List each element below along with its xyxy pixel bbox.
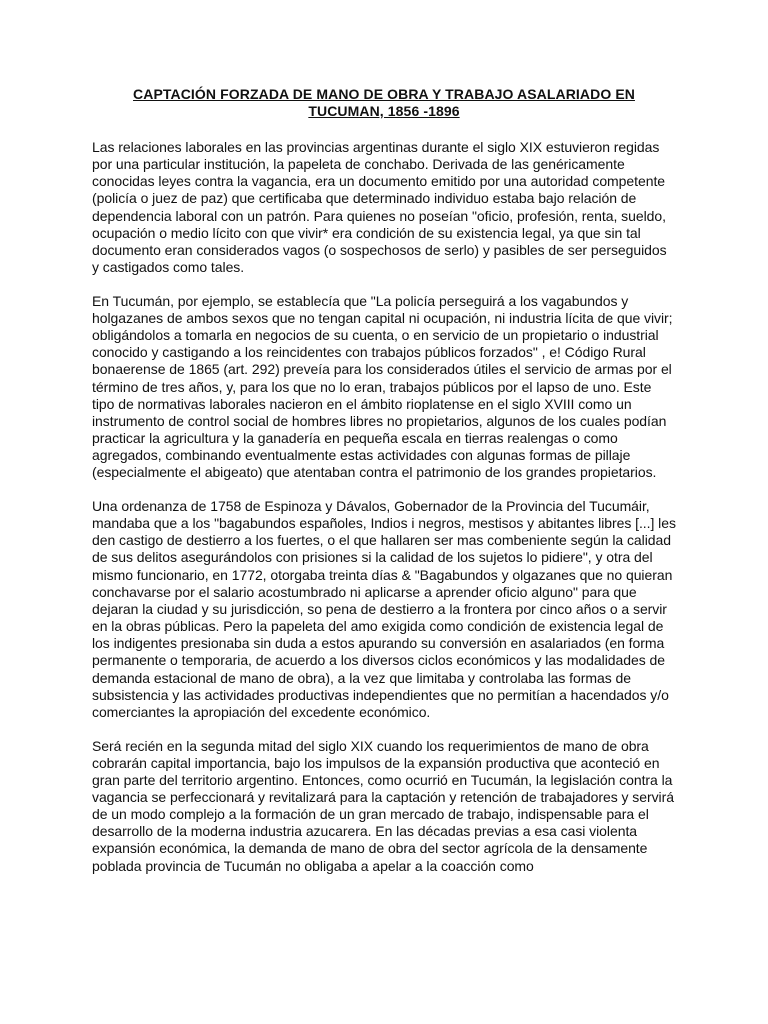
paragraph-4: Será recién en la segunda mitad del siglo XIX cuando los requerimientos de mano de obra cobrarán capital importancia, bajo los impulsos de la expansión productiva que aconteció en gran parte del territorio argentino. Entonces, como ocurrió en Tucumán, la legislación contra la vagancia se perfeccionará y revitalizará para la captación y retención de trabajadores y servirá de un modo complejo a la formación de un gran mercado de trabajo, indispensable para el desarrollo de la moderna industria azucarera. En las décadas previas a esa casi violenta expansión económica, la demanda de mano de obra del sector agrícola de la densamente poblada provincia de Tucumán no obligaba a apelar a la coacción como: [92, 737, 674, 874]
paragraph-2: En Tucumán, por ejemplo, se establecía que "La policía perseguirá a los vagabundos y holgazanes de ambos sexos que no tengan capital ni ocupación, ni industria lícita de que vivir; obligándolos a tomarla en negocios de su cuenta, o en servicio de un propietario o industrial conocido y castigando a los reincidentes con trabajos públicos forzados" , e! Código Rural bonaerense de 1865 (art. 292) preveía para los considerados útiles el servicio de armas por el término de tres años, y, para los que no lo eran, trabajos públicos por el lapso de uno. Este tipo de normativas laborales nacieron en el ámbito rioplatense en el siglo XVIII como un instrumento de control social de hombres libres no propietarios, algunos de los cuales podían practicar la agricultura y la ganadería en pequeña escala en tierras realengas o como agregados, combinando eventualmente estas actividades con algunas formas de pillaje (especialmente el abigeato) que atentaban contra el patrimonio de los grandes propietarios.: [92, 292, 673, 481]
paragraph-3: Una ordenanza de 1758 de Espinoza y Dávalos, Gobernador de la Provincia del Tucumáir, mandaba que a los "bagabundos españoles, Indios i negros, mestisos y abitantes libres [...] les den castigo de destierro a los fuertes, o el que hallaren ser mas combeniente según la calidad de sus delitos asegurándolos con prisiones si la calidad de los sujetos lo pidiere", y otra del mismo funcionario, en 1772, otorgaba treinta días & "Bagabundos y olgazanes que no quieran conchavarse por el salario acostumbrado ni aplicarse a aprender oficio alguno" para que dejaran la ciudad y su jurisdicción, so pena de destierro a la frontera por cinco años o a servir en la obras públicas. Pero la papeleta del amo exigida como condición de existencia legal de los indigentes presionaba sin duda a estos apurando su conversión en asalariados (en forma permanente o temporaria, de acuerdo a los diversos ciclos económicos y las modalidades de demanda estacional de mano de obra), a la vez que limitaba y controlaba las formas de subsistencia y las actividades productivas independientes que no permitían a hacendados y/o comerciantes la apropiación del excedente económico.: [92, 497, 676, 720]
document-page: [92, 86, 676, 891]
title-line-1: CAPTACIÓN FORZADA DE MANO DE OBRA Y TRABAJO ASALARIADO EN: [133, 86, 635, 102]
title-line-2: TUCUMAN, 1856 -1896: [308, 103, 460, 119]
paragraph-1: Las relaciones laborales en las provincias argentinas durante el siglo XIX estuvieron regidas por una particular institución, la papeleta de conchabo. Derivada de las genéricamente conocidas leyes contra la vagancia, era un documento emitido por una autoridad competente (policía o juez de paz) que certificaba que determinado individuo estaba bajo relación de dependencia laboral con un patrón. Para quienes no poseían "oficio, profesión, renta, sueldo, ocupación o medio lícito con que vivir* era condición de su existencia legal, ya que sin tal documento eran considerados vagos (o sospechosos de serlo) y pasibles de ser perseguidos y castigados como tales.: [92, 139, 667, 276]
document-title: [92, 86, 676, 120]
